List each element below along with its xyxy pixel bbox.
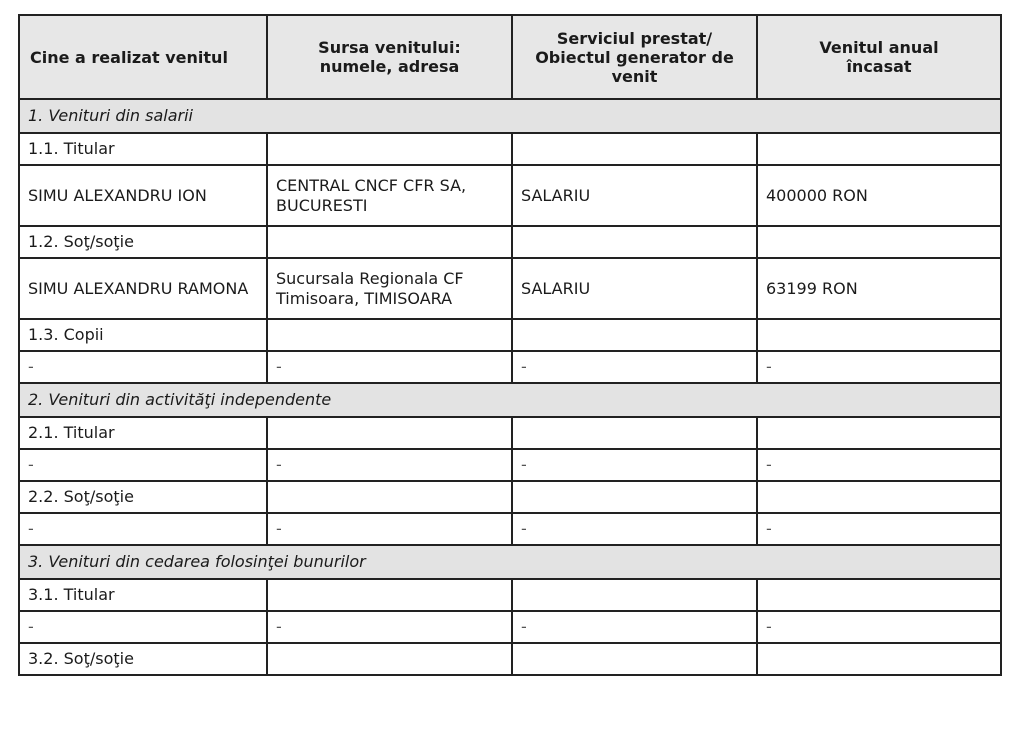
header-annual-income: Venitul anual încasat	[757, 15, 1001, 99]
table-cell: -	[19, 449, 267, 481]
table-cell: CENTRAL CNCF CFR SA, BUCURESTI	[267, 165, 512, 226]
table-cell: -	[512, 449, 757, 481]
table-cell: -	[757, 513, 1001, 545]
table-row	[19, 417, 1001, 449]
row-label: 2.1. Titular	[19, 417, 267, 449]
table-cell	[757, 643, 1001, 675]
table-cell: 63199 RON	[757, 258, 1001, 319]
table-cell: -	[267, 513, 512, 545]
table-cell: -	[19, 513, 267, 545]
table-cell	[512, 643, 757, 675]
table-cell	[512, 133, 757, 165]
table-row	[19, 513, 1001, 545]
table-cell: -	[512, 611, 757, 643]
table-cell	[757, 226, 1001, 258]
table-cell	[757, 417, 1001, 449]
table-cell	[757, 133, 1001, 165]
table-cell: SALARIU	[512, 165, 757, 226]
table-cell	[512, 319, 757, 351]
row-label: 3.1. Titular	[19, 579, 267, 611]
table-cell	[267, 226, 512, 258]
table-row	[19, 611, 1001, 643]
table-cell: -	[512, 513, 757, 545]
row-label: 2.2. Soţ/soţie	[19, 481, 267, 513]
table-cell	[267, 481, 512, 513]
table-cell: 400000 RON	[757, 165, 1001, 226]
table-row	[19, 133, 1001, 165]
section-salaries: 1. Venituri din salarii	[19, 99, 1001, 133]
row-label: 1.3. Copii	[19, 319, 267, 351]
table-cell: -	[757, 449, 1001, 481]
table-cell: -	[757, 611, 1001, 643]
income-table	[18, 14, 1002, 676]
table-row	[19, 351, 1001, 383]
table-cell	[267, 133, 512, 165]
table-cell: Sucursala Regionala CF Timisoara, TIMISOARA	[267, 258, 512, 319]
section-row	[19, 99, 1001, 133]
table-cell	[267, 579, 512, 611]
table-cell	[267, 643, 512, 675]
section-row	[19, 383, 1001, 417]
row-label: 1.1. Titular	[19, 133, 267, 165]
table-cell	[757, 579, 1001, 611]
row-label: 3.2. Soţ/soţie	[19, 643, 267, 675]
section-independent: 2. Venituri din activităţi independente	[19, 383, 1001, 417]
table-cell: SIMU ALEXANDRU RAMONA	[19, 258, 267, 319]
table-cell	[757, 319, 1001, 351]
table-cell: -	[19, 351, 267, 383]
table-cell: SALARIU	[512, 258, 757, 319]
table-cell: SIMU ALEXANDRU ION	[19, 165, 267, 226]
income-declaration-sheet	[18, 14, 1000, 676]
table-row	[19, 579, 1001, 611]
table-row	[19, 258, 1001, 319]
table-cell	[267, 417, 512, 449]
table-cell: -	[267, 351, 512, 383]
table-cell	[512, 481, 757, 513]
table-cell	[512, 417, 757, 449]
table-cell: -	[512, 351, 757, 383]
header-row	[19, 15, 1001, 99]
section-row	[19, 545, 1001, 579]
table-cell	[267, 319, 512, 351]
header-income-source: Sursa venitului: numele, adresa	[267, 15, 512, 99]
row-label: 1.2. Soţ/soţie	[19, 226, 267, 258]
table-row	[19, 165, 1001, 226]
table-row	[19, 449, 1001, 481]
table-cell: -	[19, 611, 267, 643]
header-service: Serviciul prestat/ Obiectul generator de venit	[512, 15, 757, 99]
table-cell	[512, 226, 757, 258]
table-row	[19, 481, 1001, 513]
table-row	[19, 643, 1001, 675]
table-cell	[512, 579, 757, 611]
table-cell	[757, 481, 1001, 513]
header-who-earned: Cine a realizat venitul	[19, 15, 267, 99]
section-property-use: 3. Venituri din cedarea folosinţei bunurilor	[19, 545, 1001, 579]
table-cell: -	[267, 611, 512, 643]
table-cell: -	[267, 449, 512, 481]
table-row	[19, 319, 1001, 351]
table-row	[19, 226, 1001, 258]
table-cell: -	[757, 351, 1001, 383]
